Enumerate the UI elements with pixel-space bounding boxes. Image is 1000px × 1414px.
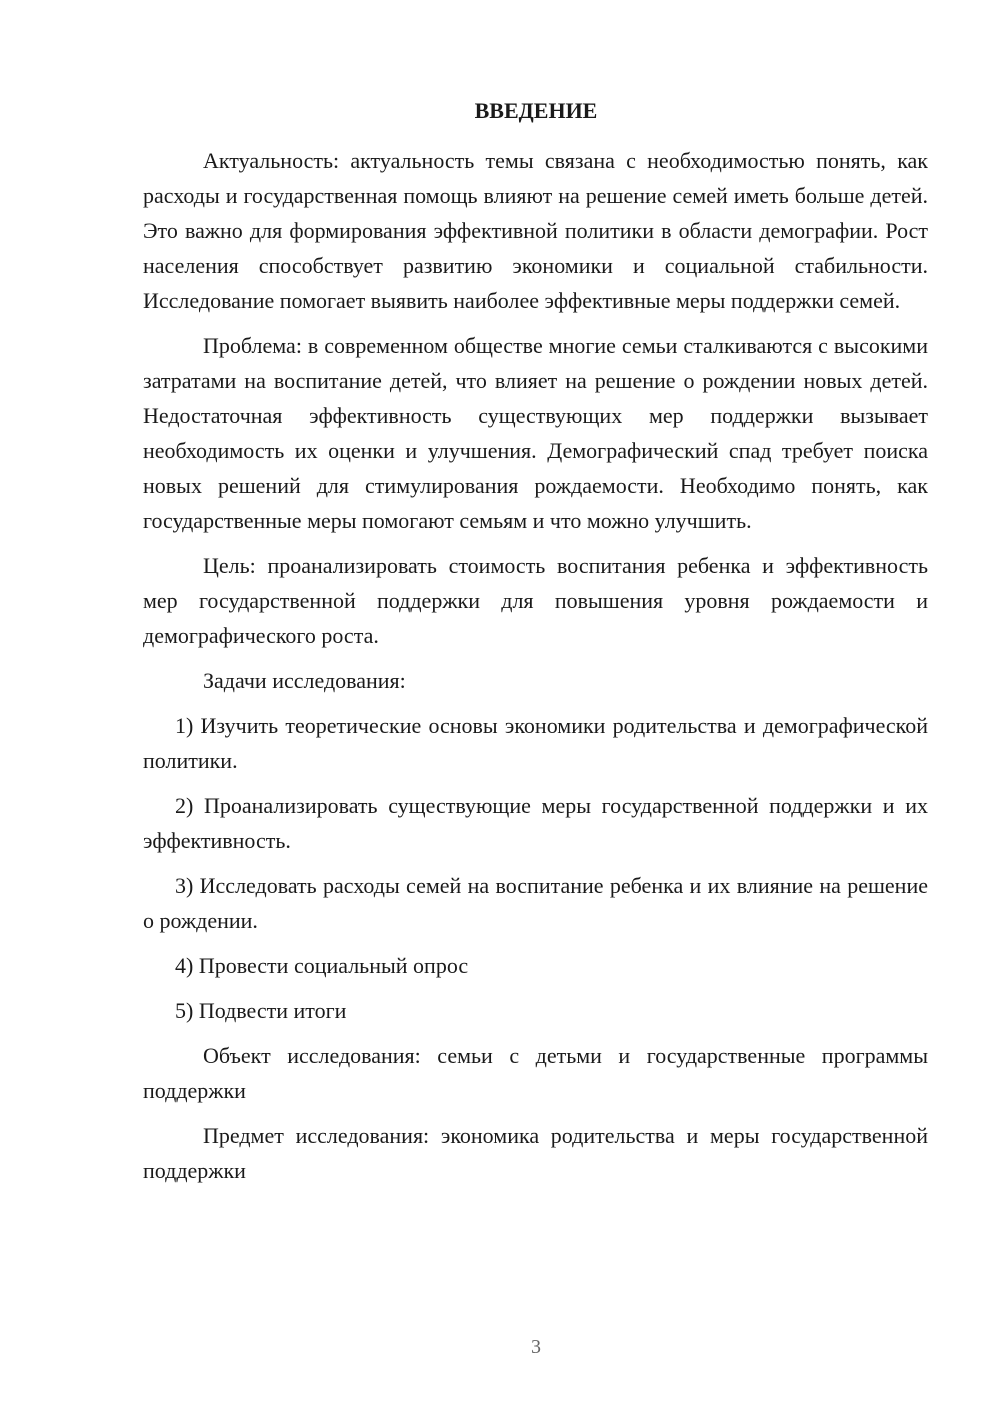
- task-item-5: 5) Подвести итоги: [175, 998, 347, 1023]
- document-body: [143, 143, 928, 1198]
- task-item-4: 4) Провести социальный опрос: [175, 953, 469, 978]
- page-title: ВВЕДЕНИЕ: [474, 98, 598, 123]
- subject-paragraph: Предмет исследования: экономика родительства и меры государственной поддержки: [143, 1123, 928, 1183]
- goal-paragraph: Цель: проанализировать стоимость воспитания ребенка и эффективность мер государственной поддержки для повышения уровня рождаемости и демографического роста.: [143, 553, 928, 648]
- task-item-3: 3) Исследовать расходы семей на воспитание ребенка и их влияние на решение о рождении.: [143, 873, 928, 933]
- problem-paragraph: Проблема: в современном обществе многие семьи сталкиваются с высокими затратами на воспитание детей, что влияет на решение о рождении новых детей. Недостаточная эффективность существующих мер поддержки вызывает необходимость их оценки и улучшения. Демографический спад требует поиска новых решений для стимулирования рождаемости. Необходимо понять, как государственные меры помогают семьям и что можно улучшить.: [143, 333, 928, 533]
- page-number: 3: [531, 1336, 541, 1358]
- task-item-2: 2) Проанализировать существующие меры государственной поддержки и их эффективность.: [143, 793, 928, 853]
- relevance-paragraph: Актуальность: актуальность темы связана с необходимостью понять, как расходы и государственная помощь влияют на решение семей иметь больше детей. Это важно для формирования эффективной политики в области демографии. Рост населения способствует развитию экономики и социальной стабильности. Исследование помогает выявить наиболее эффективные меры поддержки семей.: [143, 148, 928, 313]
- tasks-title: Задачи исследования:: [203, 668, 406, 693]
- task-item-1: 1) Изучить теоретические основы экономики родительства и демографической политики.: [143, 713, 928, 773]
- object-paragraph: Объект исследования: семьи с детьми и государственные программы поддержки: [143, 1043, 928, 1103]
